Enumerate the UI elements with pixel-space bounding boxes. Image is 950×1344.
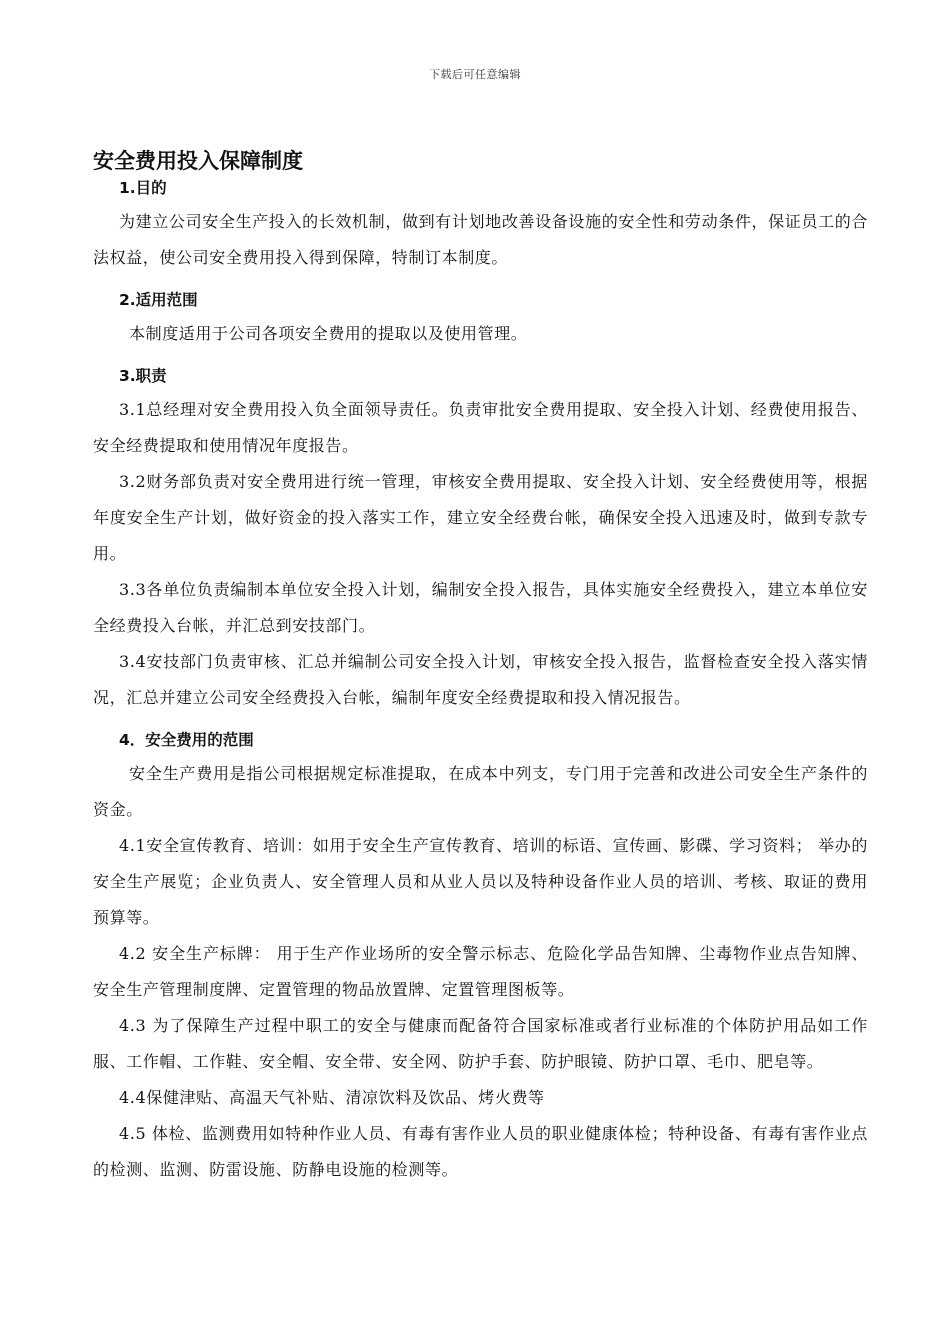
scope-paragraph: 本制度适用于公司各项安全费用的提取以及使用管理。: [129, 324, 528, 343]
document-body: [93, 146, 868, 1188]
responsibility-item: 3.4安技部门负责审核、汇总并编制公司安全投入计划，审核安全投入报告，监督检查安全投入落实情况，汇总并建立公司安全经费投入台帐，编制年度安全经费提取和投入情况报告。: [93, 652, 868, 707]
expense-range-item: 4.5 体检、监测费用如特种作业人员、有毒有害作业人员的职业健康体检；特种设备、有毒有害作业点的检测、监测、防雷设施、防静电设施的检测等。: [93, 1124, 868, 1179]
expense-range-item: 4.3 为了保障生产过程中职工的安全与健康而配备符合国家标准或者行业标准的个体防护用品如工作服、工作帽、工作鞋、安全帽、安全带、安全网、防护手套、防护眼镜、防护口罩、毛巾、肥皂等。: [93, 1016, 868, 1071]
expense-range-item: 4.2 安全生产标牌： 用于生产作业场所的安全警示标志、危险化学品告知牌、尘毒物作业点告知牌、安全生产管理制度牌、定置管理的物品放置牌、定置管理图板等。: [93, 944, 868, 999]
responsibility-item: 3.1总经理对安全费用投入负全面领导责任。负责审批安全费用提取、安全投入计划、经费使用报告、安全经费提取和使用情况年度报告。: [93, 400, 868, 455]
responsibility-item: 3.2财务部负责对安全费用进行统一管理，审核安全费用提取、安全投入计划、安全经费使用等，根据年度安全生产计划，做好资金的投入落实工作，建立安全经费台帐，确保安全投入迅速及时，做到专款专用。: [93, 472, 868, 563]
section-heading-expense-range: 4．安全费用的范围: [119, 731, 254, 749]
section-heading-purpose: 1.目的: [119, 179, 167, 197]
expense-range-item: 4.1安全宣传教育、培训：如用于安全生产宣传教育、培训的标语、宣传画、影碟、学习资料； 举办的安全生产展览；企业负责人、安全管理人员和从业人员以及特种设备作业人员的培训、考核、取证的费用预算等。: [93, 836, 868, 927]
purpose-paragraph: 为建立公司安全生产投入的长效机制，做到有计划地改善设备设施的安全性和劳动条件，保证员工的合法权益，使公司安全费用投入得到保障，特制订本制度。: [93, 212, 868, 267]
document-title: 安全费用投入保障制度: [93, 149, 303, 173]
responsibility-item: 3.3各单位负责编制本单位安全投入计划，编制安全投入报告，具体实施安全经费投入，建立本单位安全经费投入台帐，并汇总到安技部门。: [93, 580, 868, 635]
expense-range-intro: 安全生产费用是指公司根据规定标准提取，在成本中列支，专门用于完善和改进公司安全生产条件的资金。: [93, 764, 868, 819]
section-heading-scope: 2.适用范围: [119, 291, 198, 309]
section-heading-responsibilities: 3.职责: [119, 367, 167, 385]
expense-range-item: 4.4保健津贴、高温天气补贴、清凉饮料及饮品、烤火费等: [119, 1088, 545, 1107]
page-header-note: 下载后可任意编辑: [429, 68, 521, 81]
